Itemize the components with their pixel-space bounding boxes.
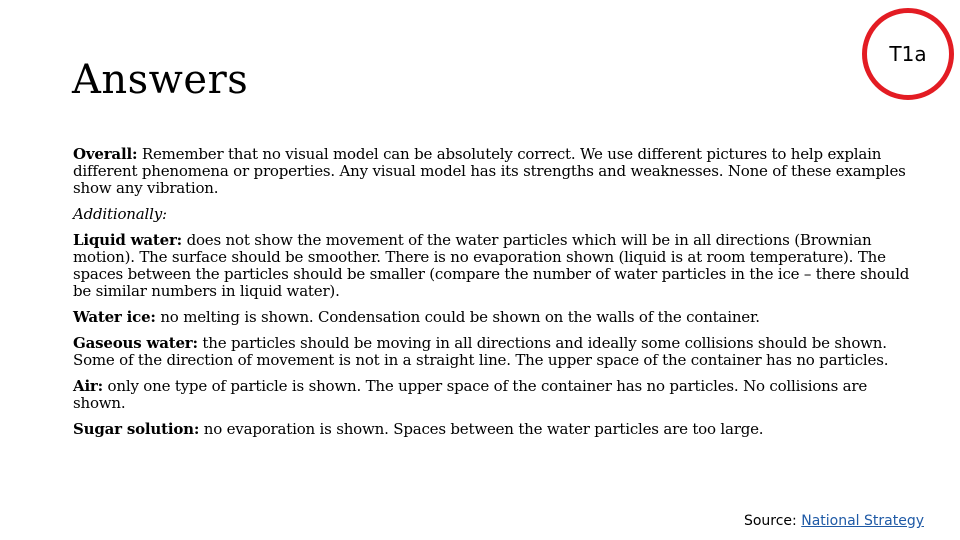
answers-body [73, 146, 913, 447]
paragraph-lead: Air: [73, 377, 103, 395]
paragraph-text: Remember that no visual model can be absolutely correct. We use different pictures to help explain different phenomena or properties. Any visual model has its strengths and weaknesses. None of these examples show any vibration. [73, 145, 906, 197]
source-link[interactable]: National Strategy [801, 513, 924, 529]
slide-tag-label: T1a [889, 42, 927, 66]
paragraph-text: only one type of particle is shown. The upper space of the container has no particles. No collisions are shown. [73, 377, 868, 412]
paragraph-additionally [73, 206, 913, 223]
paragraph-text: Additionally: [73, 205, 167, 223]
paragraph-liquid-water [73, 232, 913, 300]
paragraph-lead: Overall: [73, 145, 138, 163]
source-label: Source: [743, 513, 802, 529]
paragraph-lead: Gaseous water: [73, 334, 198, 352]
paragraph-text: does not show the movement of the water particles which will be in all directions (Brownian motion). The surface should be smoother. There is no evaporation shown (liquid is at room temperature). The spaces between the particles should be smaller (compare the number of water particles in the ice – there should be similar numbers in liquid water). [73, 231, 910, 300]
paragraph-lead: Sugar solution: [73, 420, 200, 438]
paragraph-overall [73, 146, 913, 197]
paragraph-water-ice [73, 309, 913, 326]
slide-tag-badge [862, 8, 954, 100]
page-title: Answers [72, 57, 249, 103]
paragraph-gaseous-water [73, 335, 913, 369]
paragraph-text: the particles should be moving in all directions and ideally some collisions should be shown. Some of the direction of movement is not in a straight line. The upper space of the container has no particles. [73, 334, 889, 369]
paragraph-air [73, 378, 913, 412]
source-credit [744, 512, 924, 530]
paragraph-text: no evaporation is shown. Spaces between the water particles are too large. [199, 420, 764, 438]
paragraph-lead: Liquid water: [73, 231, 182, 249]
paragraph-lead: Water ice: [73, 308, 156, 326]
paragraph-sugar-solution [73, 421, 913, 438]
paragraph-text: no melting is shown. Condensation could be shown on the walls of the container. [155, 308, 760, 326]
